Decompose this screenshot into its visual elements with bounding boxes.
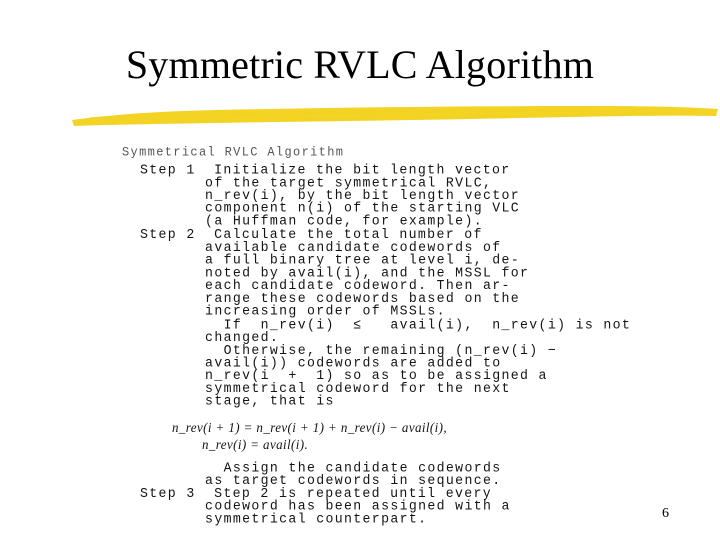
equation-line: n_rev(i) = avail(i). [202,436,309,453]
scan-line: noted by avail(i), and the MSSL for [168,264,530,281]
scan-heading: Symmetrical RVLC Algorithm [122,144,345,160]
scan-line: avail(i)) codewords are added to [168,354,502,371]
scan-line: changed. [168,329,280,346]
scan-line: Assign the candidate codewords [168,459,502,476]
scan-line: each candidate codeword. Then ar- [168,277,511,294]
scan-line: n_rev(i), by the bit length vector [168,187,521,204]
equation-line: n_rev(i + 1) = n_rev(i + 1) + n_rev(i) − avail(i), [172,419,448,436]
scan-line: symmetrical counterpart. [168,510,428,527]
page-number: 6 [662,506,669,521]
scan-line: (a Huffman code, for example). [168,212,483,229]
scan-line: component n(i) of the starting VLC [168,200,521,216]
slide-title: Symmetric RVLC Algorithm [125,42,595,87]
scan-line: Otherwise, the remaining (n_rev(i) − [168,342,558,358]
scan-line: If n_rev(i) ≤ avail(i), n_rev(i) is not [168,316,632,333]
scan-line: codeword has been assigned with a [168,497,511,514]
scan-line: Step 2 Calculate the total number of [140,226,483,243]
scan-line: as target codewords in sequence. [168,472,502,489]
scan-line: available candidate codewords of [168,239,502,256]
scan-line: stage, that is [168,392,335,409]
scan-line: Step 1 Initialize the bit length vector [140,161,511,178]
scan-line: n_rev(i + 1) so as to be assigned a [168,367,548,384]
scan-line: increasing order of MSSLs. [168,302,446,319]
scan-line: of the target symmetrical RVLC, [168,174,493,191]
scan-line: symmetrical codeword for the next [168,380,511,397]
brush-stroke-divider [70,98,720,132]
scan-line: Step 3 Step 2 is repeated until every [140,485,493,502]
scan-line: range these codewords based on the [168,290,521,307]
scan-line: a full binary tree at level i, de- [168,252,521,268]
